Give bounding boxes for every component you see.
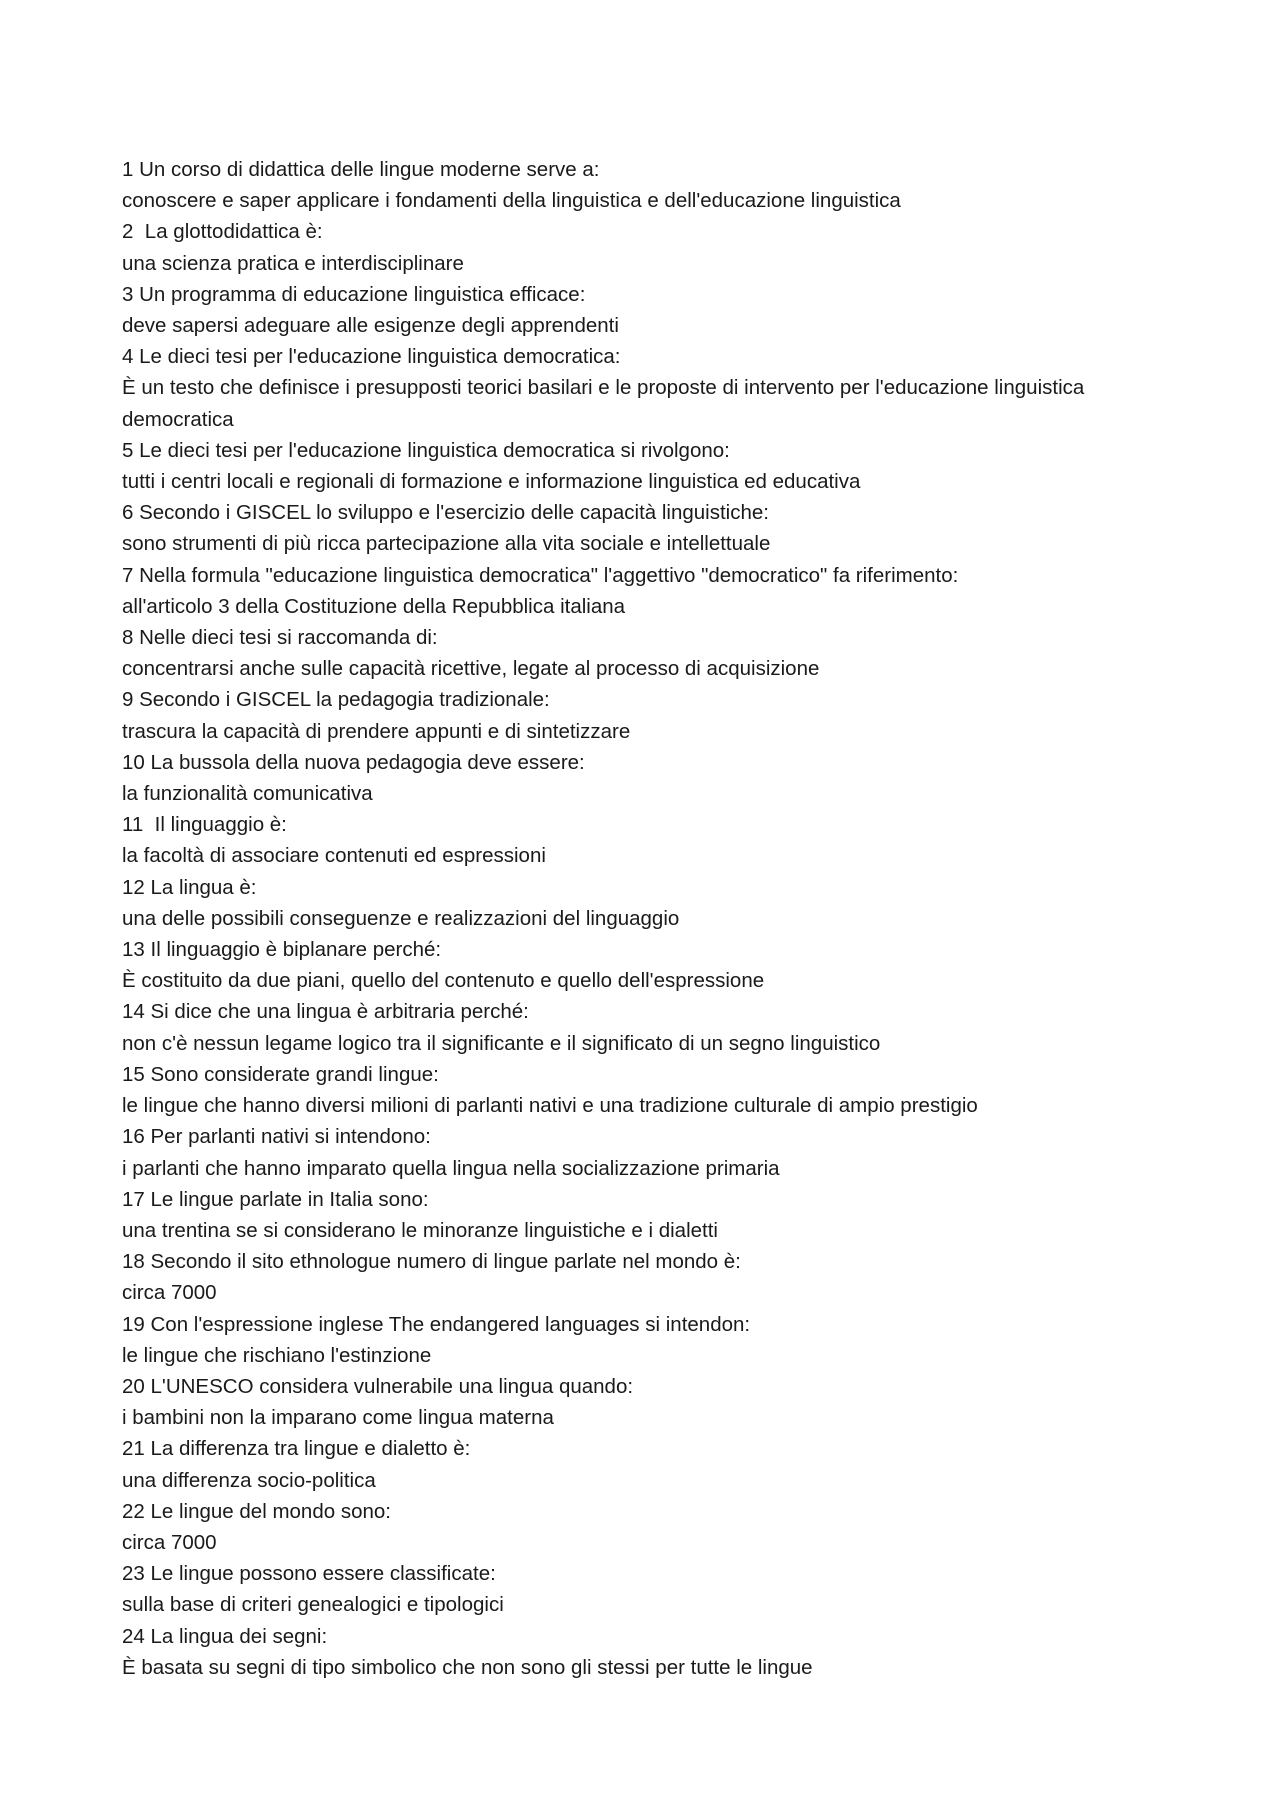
- question-21: 21 La differenza tra lingue e dialetto è:: [122, 1437, 471, 1461]
- answer-4-continued: democratica: [122, 407, 234, 431]
- question-24: 24 La lingua dei segni:: [122, 1624, 328, 1648]
- answer-24: È basata su segni di tipo simbolico che non sono gli stessi per tutte le lingue: [122, 1655, 813, 1679]
- question-7: 7 Nella formula "educazione linguistica democratica" l'aggettivo "democratico" fa riferimento:: [122, 563, 959, 587]
- question-23: 23 Le lingue possono essere classificate:: [122, 1562, 496, 1586]
- question-17: 17 Le lingue parlate in Italia sono:: [122, 1187, 429, 1211]
- question-11: 11 Il linguaggio è:: [122, 813, 287, 837]
- answer-2: una scienza pratica e interdisciplinare: [122, 251, 464, 275]
- question-13: 13 Il linguaggio è biplanare perché:: [122, 938, 442, 962]
- document-body: [122, 154, 1172, 1683]
- answer-11: la facoltà di associare contenuti ed espressioni: [122, 844, 546, 868]
- question-5: 5 Le dieci tesi per l'educazione linguistica democratica si rivolgono:: [122, 438, 730, 462]
- answer-13: È costituito da due piani, quello del contenuto e quello dell'espressione: [122, 969, 765, 993]
- question-20: 20 L'UNESCO considera vulnerabile una lingua quando:: [122, 1374, 634, 1398]
- question-9: 9 Secondo i GISCEL la pedagogia tradizionale:: [122, 688, 550, 712]
- answer-4: È un testo che definisce i presupposti teorici basilari e le proposte di intervento per l'educazione linguistica: [122, 376, 1085, 400]
- question-10: 10 La bussola della nuova pedagogia deve essere:: [122, 750, 585, 774]
- answer-20: i bambini non la imparano come lingua materna: [122, 1406, 554, 1430]
- answer-14: non c'è nessun legame logico tra il significante e il significato di un segno linguistico: [122, 1031, 881, 1055]
- answer-12: una delle possibili conseguenze e realizzazioni del linguaggio: [122, 906, 680, 930]
- question-12: 12 La lingua è:: [122, 875, 257, 899]
- question-22: 22 Le lingue del mondo sono:: [122, 1499, 391, 1523]
- answer-23: sulla base di criteri genealogici e tipologici: [122, 1593, 504, 1617]
- question-1: 1 Un corso di didattica delle lingue moderne serve a:: [122, 158, 600, 181]
- question-2: 2 La glottodidattica è:: [122, 220, 323, 244]
- answer-7: all'articolo 3 della Costituzione della Repubblica italiana: [122, 594, 626, 618]
- answer-1: conoscere e saper applicare i fondamenti della linguistica e dell'educazione linguistica: [122, 189, 901, 213]
- answer-22: circa 7000: [122, 1530, 217, 1554]
- answer-19: le lingue che rischiano l'estinzione: [122, 1343, 432, 1367]
- answer-16: i parlanti che hanno imparato quella lingua nella socializzazione primaria: [122, 1156, 780, 1180]
- question-6: 6 Secondo i GISCEL lo sviluppo e l'esercizio delle capacità linguistiche:: [122, 501, 769, 525]
- question-3: 3 Un programma di educazione linguistica efficace:: [122, 282, 586, 306]
- answer-18: circa 7000: [122, 1281, 217, 1305]
- question-15: 15 Sono considerate grandi lingue:: [122, 1062, 439, 1086]
- answer-8: concentrarsi anche sulle capacità ricettive, legate al processo di acquisizione: [122, 657, 820, 681]
- question-18: 18 Secondo il sito ethnologue numero di lingue parlate nel mondo è:: [122, 1250, 741, 1274]
- question-16: 16 Per parlanti nativi si intendono:: [122, 1125, 431, 1149]
- answer-3: deve sapersi adeguare alle esigenze degli apprendenti: [122, 314, 619, 338]
- answer-5: tutti i centri locali e regionali di formazione e informazione linguistica ed educativa: [122, 470, 861, 494]
- question-19: 19 Con l'espressione inglese The endangered languages si intendon:: [122, 1312, 751, 1336]
- answer-17: una trentina se si considerano le minoranze linguistiche e i dialetti: [122, 1218, 718, 1242]
- answer-21: una differenza socio-politica: [122, 1468, 376, 1492]
- answer-15: le lingue che hanno diversi milioni di parlanti nativi e una tradizione culturale di ampio prestigio: [122, 1094, 978, 1118]
- question-14: 14 Si dice che una lingua è arbitraria perché:: [122, 1000, 529, 1024]
- question-8: 8 Nelle dieci tesi si raccomanda di:: [122, 626, 438, 650]
- question-4: 4 Le dieci tesi per l'educazione linguistica democratica:: [122, 345, 621, 369]
- answer-6: sono strumenti di più ricca partecipazione alla vita sociale e intellettuale: [122, 532, 771, 556]
- answer-9: trascura la capacità di prendere appunti e di sintetizzare: [122, 719, 631, 743]
- answer-10: la funzionalità comunicativa: [122, 782, 373, 806]
